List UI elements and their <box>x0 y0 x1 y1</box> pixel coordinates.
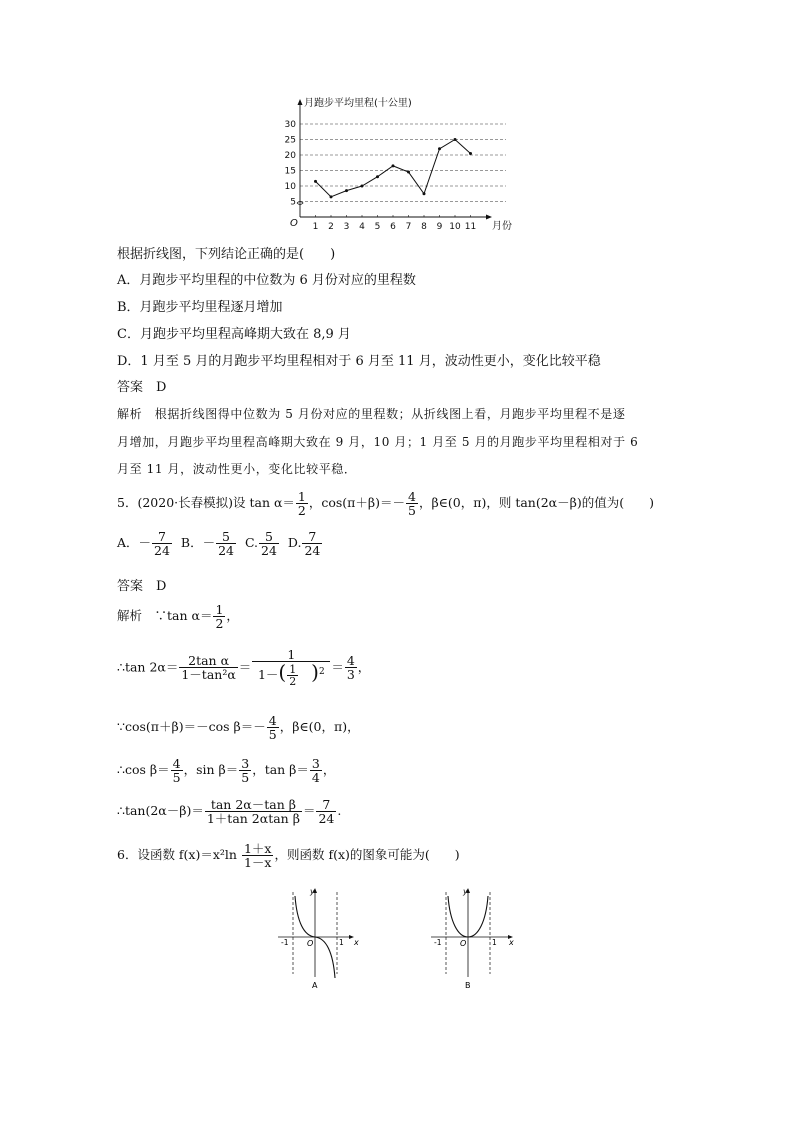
y-tick-10: 10 <box>284 182 296 192</box>
data-point-5 <box>376 175 379 178</box>
x-tick-1: 1 <box>312 222 319 232</box>
q4-option-c: C．月跑步平均里程高峰期大致在 8,9 月 <box>117 327 351 342</box>
q5-options <box>117 530 323 557</box>
chart-gridlines <box>300 124 506 202</box>
data-point-7 <box>407 171 410 174</box>
x-tick-6: 6 <box>390 222 396 232</box>
q5-stem: 5．(2020·长春模拟)设 tan α＝ $\frac{1}{2}$ ，cos(π＋β)＝－ $\frac{4}{5}$ ，β∈(0，π)，则 tan(2α－β)的值为( ) <box>117 489 654 519</box>
graph-b-x-label: x <box>509 938 514 947</box>
x-tick-2: 2 <box>328 222 334 232</box>
graph-a-y-label: y <box>310 887 315 896</box>
chart-x-tick-labels <box>313 215 477 232</box>
q5-answer: 答案 D <box>117 579 167 594</box>
q4-analysis-line-2: 月增加，月跑步平均里程高峰期大致在 9 月，10 月；1 月至 5 月的月跑步平均里程相对于 6 <box>117 435 639 449</box>
x-tick-9: 9 <box>436 222 443 232</box>
graph-a-tick-neg1: -1 <box>281 938 289 947</box>
data-point-1 <box>314 180 317 183</box>
chart-x-axis-label: 月份 <box>492 221 512 232</box>
data-point-4 <box>361 185 364 188</box>
series-line <box>316 140 471 197</box>
x-tick-10: 10 <box>449 222 461 232</box>
q5-option-d: D. $\frac{7}{24}$ <box>287 529 321 559</box>
graph-b-tick-1: 1 <box>492 938 497 947</box>
q5-option-c: C. $\frac{5}{24}$ <box>244 529 277 559</box>
q5-step-1: 解析 ∵tan α＝ $\frac{1}{2}$ ， <box>117 602 239 632</box>
q6-stem: 6．设函数 f(x)＝x²ln $\frac{1+x}{1-x}$ ，则函数 f(x)的图象可能为( ) <box>117 841 460 871</box>
graph-b-y-label: y <box>463 887 468 896</box>
y-tick-30: 30 <box>284 120 296 130</box>
q4-option-d: D．1 月至 5 月的月跑步平均里程相对于 6 月至 11 月，波动性更小，变化比较平稳 <box>117 354 601 369</box>
q5-step-2: ∴tan 2α＝ $\frac{\text{2tan α}}{\text{1－tan²α}}$ ＝ 1 1－( $\frac{1}{2}$ )$^2$ ＝ $\frac{4}{3}$ ， <box>117 647 371 689</box>
q4-option-b: B．月跑步平均里程逐月增加 <box>117 300 283 315</box>
graph-a-origin: O <box>307 939 314 948</box>
data-point-3 <box>345 189 348 192</box>
q5-step-3: ∵cos(π＋β)＝－cos β＝－ $\frac{4}{5}$ ，β∈(0，π)， <box>117 713 360 743</box>
data-point-6 <box>392 164 395 167</box>
x-tick-7: 7 <box>405 222 412 232</box>
chart-origin-label: O <box>290 218 298 229</box>
q5-step-5: ∴tan(2α－β)＝ $\frac{\text{tan 2α－tan β}}{\text{1＋tan 2αtan β}}$ ＝ $\frac{7}{24}$ . <box>117 797 342 827</box>
y-tick-25: 25 <box>284 135 296 146</box>
data-point-2 <box>330 195 333 198</box>
graph-b-label: B <box>465 981 471 990</box>
q5-option-b: B．－ $\frac{5}{24}$ <box>180 529 234 559</box>
y-tick-15: 15 <box>284 166 296 177</box>
data-point-8 <box>423 192 426 195</box>
data-point-11 <box>469 152 472 155</box>
chart-y-tick-labels <box>285 120 297 208</box>
graph-a-tick-1: 1 <box>339 938 344 947</box>
chart-title: 月跑步平均里程(十公里) <box>304 98 412 109</box>
y-tick-20: 20 <box>284 151 296 161</box>
graph-b-origin: O <box>460 939 467 948</box>
y-axis-arrow <box>298 99 303 105</box>
graph-b-tick-neg1: -1 <box>434 938 442 947</box>
x-tick-3: 3 <box>343 222 350 232</box>
x-tick-4: 4 <box>359 222 365 232</box>
x-tick-8: 8 <box>421 222 427 232</box>
q6-graph-a <box>270 882 360 992</box>
chart-series <box>314 138 472 198</box>
x-tick-5: 5 <box>374 222 381 232</box>
q6-graph-b <box>425 882 515 992</box>
q4-analysis-line-3: 月至 11 月，波动性更小，变化比较平稳． <box>117 462 357 476</box>
q4-answer: 答案 D <box>117 380 167 395</box>
data-point-10 <box>454 138 457 141</box>
q5-step-4: ∴cos β＝ $\frac{4}{5}$ ，sin β＝ $\frac{3}{5}$ ，tan β＝ $\frac{3}{4}$ ， <box>117 756 336 786</box>
q4-analysis-line-1: 解析 根据折线图得中位数为 5 月份对应的里程数；从折线图上看，月跑步平均里程不是逐 <box>117 407 626 421</box>
x-tick-11: 11 <box>464 222 477 232</box>
q4-stem: 根据折线图，下列结论正确的是( ) <box>117 247 336 262</box>
mileage-line-chart <box>270 94 530 234</box>
graph-a-label: A <box>312 981 318 990</box>
q4-option-a: A．月跑步平均里程的中位数为 6 月份对应的里程数 <box>117 273 416 288</box>
data-point-9 <box>438 147 441 150</box>
graph-a-x-label: x <box>354 938 359 947</box>
y-tick-5: 5 <box>290 197 296 208</box>
q5-option-a: A．－ $\frac{7}{24}$ <box>117 529 170 559</box>
x-axis-arrow <box>486 215 492 220</box>
